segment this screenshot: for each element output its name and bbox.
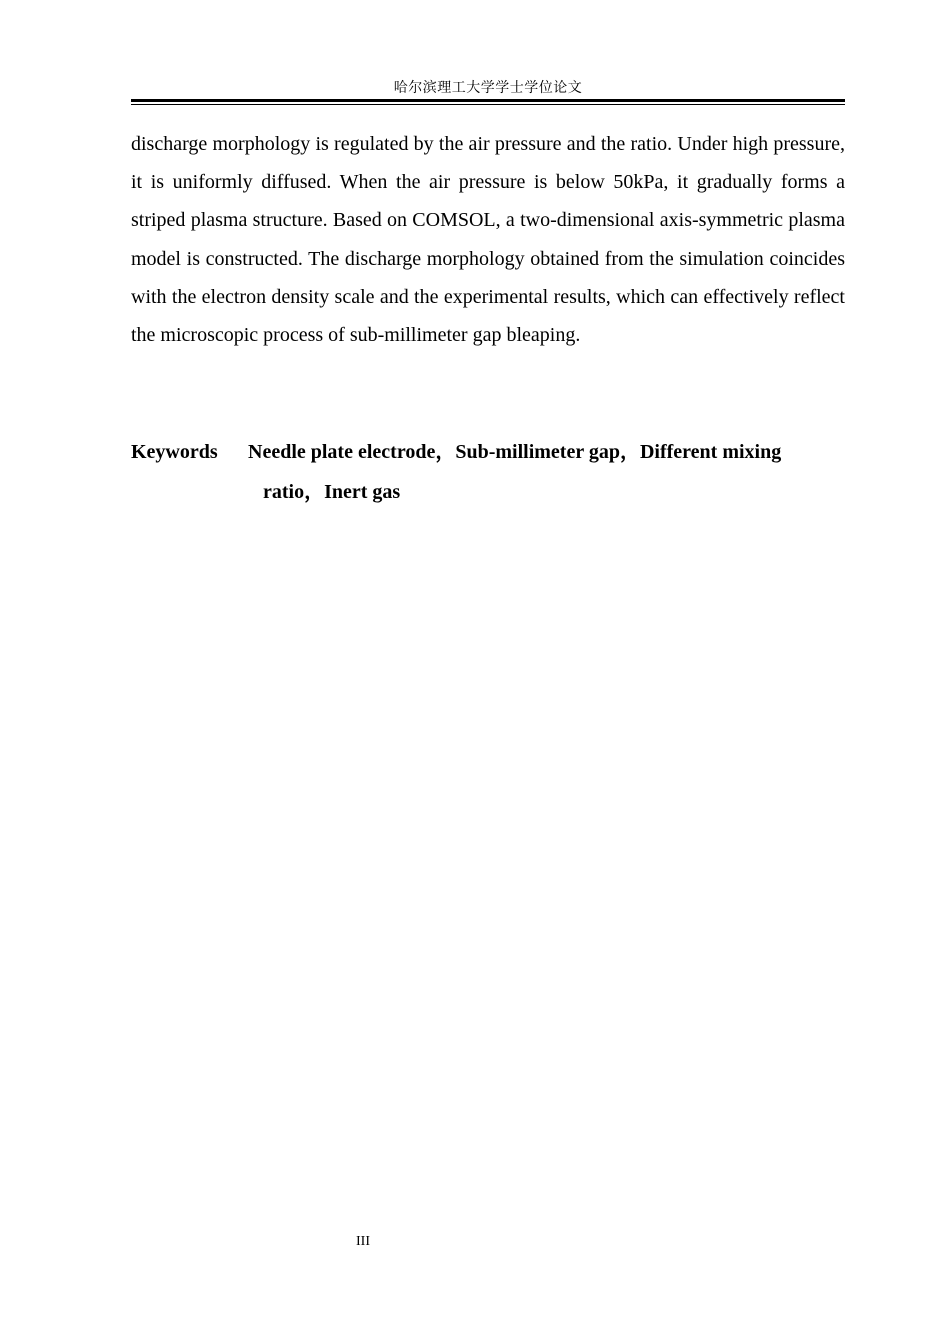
keywords-label: Keywords <box>131 441 218 463</box>
keywords-block <box>131 432 845 512</box>
page-number: III <box>356 1234 370 1249</box>
header-rule-thick <box>131 99 845 102</box>
header-rule-thin <box>131 104 845 105</box>
keywords-text-line-1: Needle plate electrode，Sub-millimeter gap，Different mixing <box>248 441 782 463</box>
keywords-line-2 <box>131 472 845 512</box>
abstract-paragraph: discharge morphology is regulated by the air pressure and the ratio. Under high pressure, it is uniformly diffused. When the air pressure is below 50kPa, it gradually forms a striped plasma structure. Based on COMSOL, a two-dimensional axis-symmetric plasma model is constructed. The discharge morphology obtained from the simulation coincides with the electron density scale and the experimental results, which can effectively reflect the microscopic process of sub-millimeter gap bleaping. <box>131 133 845 347</box>
keywords-line-1 <box>131 432 845 472</box>
keywords-text-line-2: ratio，Inert gas <box>263 481 401 503</box>
running-header: 哈尔滨理工大学学士学位论文 <box>393 81 583 96</box>
